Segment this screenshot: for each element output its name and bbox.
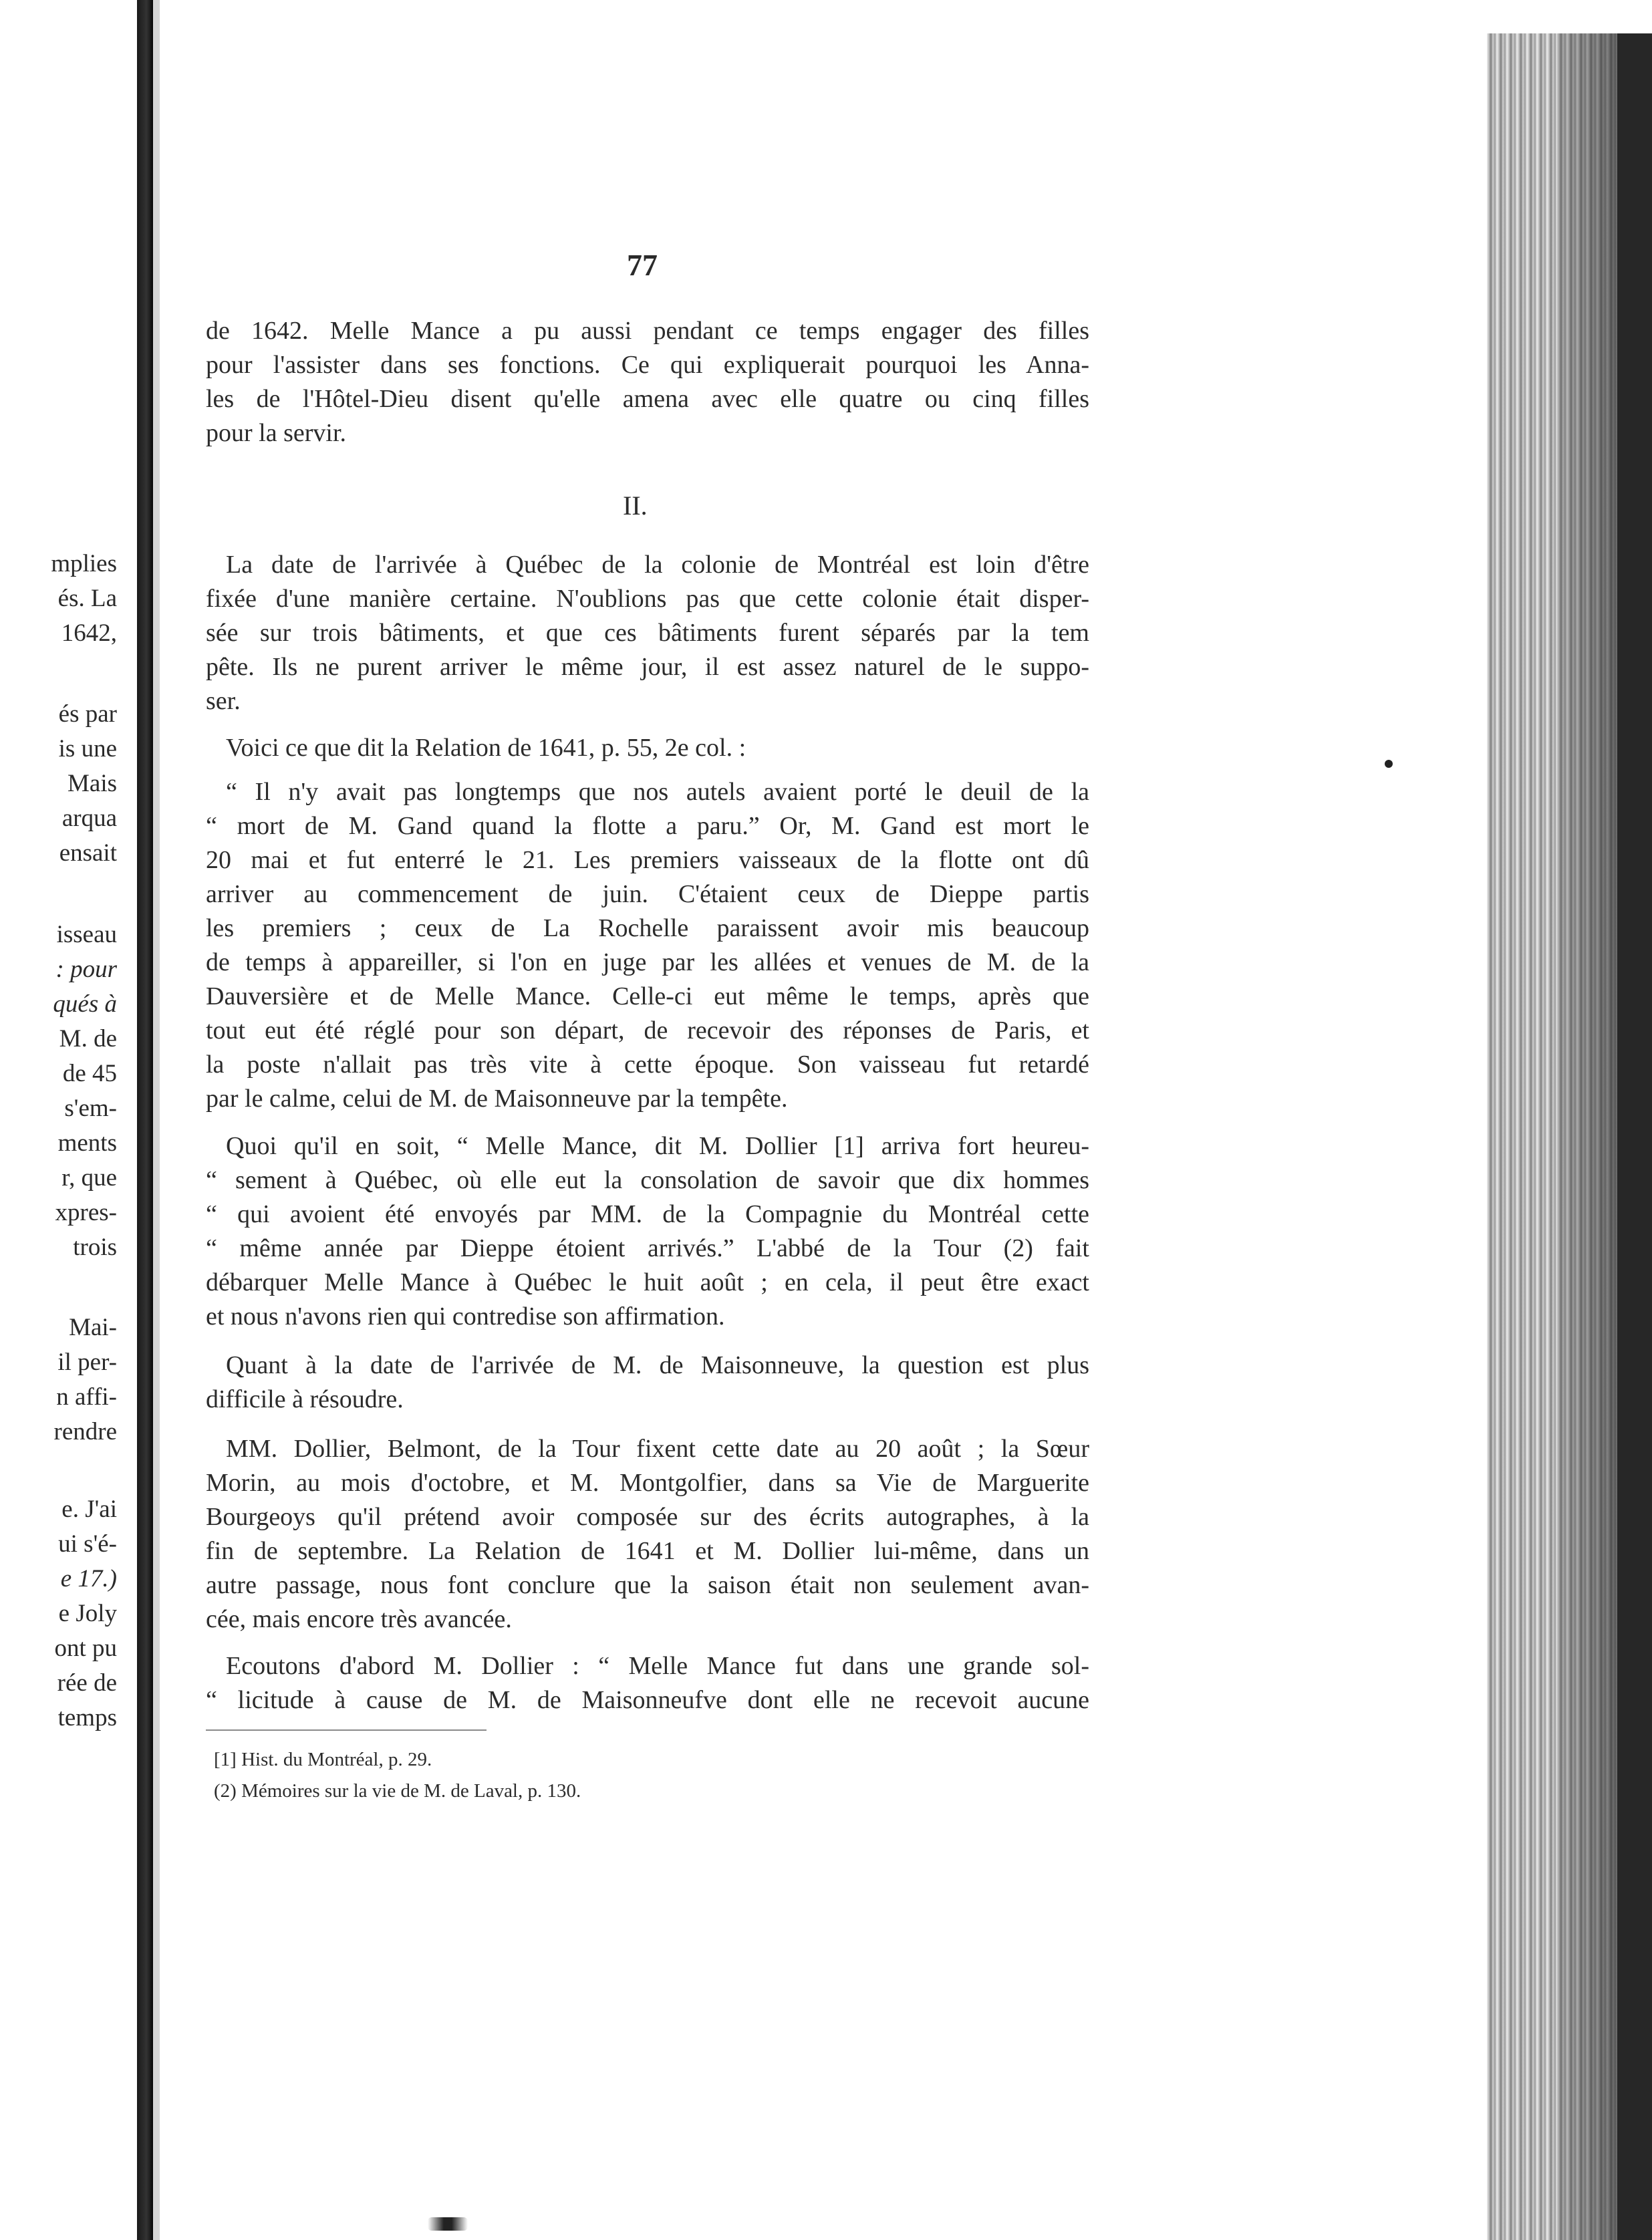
text-line: arriver au commencement de juin. C'étaient ceux de Dieppe partis [206,880,1089,908]
text-line: “ qui avoient été envoyés par MM. de la Compagnie du Montréal cette [206,1200,1089,1228]
text-line: par le calme, celui de M. de Maisonneuve par la tempête. [206,1085,788,1113]
previous-page-line: 1642, [61,619,117,647]
footnote-rule [206,1729,487,1731]
page-number: 77 [627,248,658,282]
text-line: ser. [206,687,241,715]
previous-page-line: ments [57,1129,117,1157]
page-stack-dark-edge [1617,33,1652,2240]
previous-page-line: ensait [59,839,117,867]
previous-page-line: : pour [55,956,117,983]
text-line: Morin, au mois d'octobre, et M. Montgolfier, dans sa Vie de Marguerite [206,1469,1089,1497]
text-line: Quoi qu'il en soit, “ Melle Mance, dit M. Dollier [1] arriva fort heureu- [226,1132,1089,1160]
previous-page-line: Mais [67,770,117,797]
book-gutter [137,0,153,2240]
text-line: Voici ce que dit la Relation de 1641, p. 55, 2e col. : [226,734,746,762]
text-line: Dauversière et de Melle Mance. Celle-ci eut même le temps, après que [206,982,1089,1010]
text-line: tout eut été réglé pour son départ, de recevoir des réponses de Paris, et [206,1016,1089,1044]
previous-page-line: is une [58,735,117,762]
gutter-highlight [153,0,160,2240]
previous-page-line: ui s'é- [58,1530,117,1558]
ink-spot [1385,760,1393,768]
text-line: fixée d'une manière certaine. N'oublions pas que cette colonie était disper- [206,585,1089,613]
text-line: “ Il n'y avait pas longtemps que nos autels avaient porté le deuil de la [226,778,1089,806]
text-line: cée, mais encore très avancée. [206,1605,512,1633]
previous-page-line: n affi- [56,1383,117,1411]
text-line: Ecoutons d'abord M. Dollier : “ Melle Mance fut dans une grande sol- [226,1652,1089,1680]
previous-page-line: r, que [61,1164,117,1192]
previous-page-line: e. J'ai [61,1496,117,1523]
scan-artifact [428,2217,468,2231]
text-line: “ mort de M. Gand quand la flotte a paru.” Or, M. Gand est mort le [206,812,1089,840]
text-line: pour la servir. [206,419,347,447]
text-line: pête. Ils ne purent arriver le même jour, il est assez naturel de le suppo- [206,653,1089,681]
text-line: “ sement à Québec, où elle eut la consolation de savoir que dix hommes [206,1166,1089,1194]
previous-page-line: Mai- [69,1314,117,1341]
text-line: “ même année par Dieppe étoient arrivés.” L'abbé de la Tour (2) fait [206,1234,1089,1262]
previous-page-line: s'em- [64,1095,117,1122]
text-line: débarquer Melle Mance à Québec le huit août ; en cela, il peut être exact [206,1268,1089,1296]
footnote: (2) Mémoires sur la vie de M. de Laval, p. 130. [214,1780,581,1802]
text-line: de temps à appareiller, si l'on en juge par les allées et venues de M. de la [206,948,1089,976]
previous-page-line: és. La [57,585,117,612]
previous-page-line: ont pu [54,1635,117,1662]
text-line: de 1642. Melle Mance a pu aussi pendant ce temps engager des filles [206,317,1089,345]
previous-page-line: de 45 [62,1060,117,1087]
text-line: Bourgeoys qu'il prétend avoir composée sur des écrits autographes, à la [206,1503,1089,1531]
previous-page-line: il per- [57,1349,117,1376]
text-line: autre passage, nous font conclure que la saison était non seulement avan- [206,1571,1089,1599]
text-line: 20 mai et fut enterré le 21. Les premiers vaisseaux de la flotte ont dû [206,846,1089,874]
previous-page-line: qués à [53,990,117,1018]
previous-page-line: e 17.) [60,1565,117,1592]
previous-page-edge [0,0,137,2240]
previous-page-line: mplies [51,550,117,577]
previous-page-line: xpres- [55,1199,117,1226]
previous-page-line: arqua [61,805,117,832]
section-heading: II. [623,491,648,521]
previous-page-line: rendre [53,1418,117,1445]
previous-page-line: M. de [59,1025,117,1053]
text-line: Quant à la date de l'arrivée de M. de Maisonneuve, la question est plus [226,1351,1089,1379]
text-line: pour l'assister dans ses fonctions. Ce qui expliquerait pourquoi les Anna- [206,351,1089,379]
text-line: difficile à résoudre. [206,1385,404,1413]
text-line: et nous n'avons rien qui contredise son affirmation. [206,1302,725,1331]
previous-page-line: és par [58,700,117,728]
previous-page-line: rée de [57,1669,117,1697]
text-line: les de l'Hôtel-Dieu disent qu'elle amena avec elle quatre ou cinq filles [206,385,1089,413]
text-line: sée sur trois bâtiments, et que ces bâtiments furent séparés par la tem [206,619,1089,647]
text-line: MM. Dollier, Belmont, de la Tour fixent cette date au 20 août ; la Sœur [226,1435,1089,1463]
previous-page-line: trois [73,1234,117,1261]
text-line: “ licitude à cause de M. de Maisonneufve dont elle ne recevoit aucune [206,1686,1089,1714]
previous-page-line: isseau [56,921,117,948]
text-line: les premiers ; ceux de La Rochelle paraissent avoir mis beaucoup [206,914,1089,942]
footnote: [1] Hist. du Montréal, p. 29. [214,1749,432,1770]
text-line: la poste n'allait pas très vite à cette époque. Son vaisseau fut retardé [206,1051,1089,1079]
previous-page-line: e Joly [58,1600,117,1627]
previous-page-line: temps [57,1704,117,1731]
text-line: La date de l'arrivée à Québec de la colonie de Montréal est loin d'être [226,551,1089,579]
text-line: fin de septembre. La Relation de 1641 et M. Dollier lui-même, dans un [206,1537,1089,1565]
